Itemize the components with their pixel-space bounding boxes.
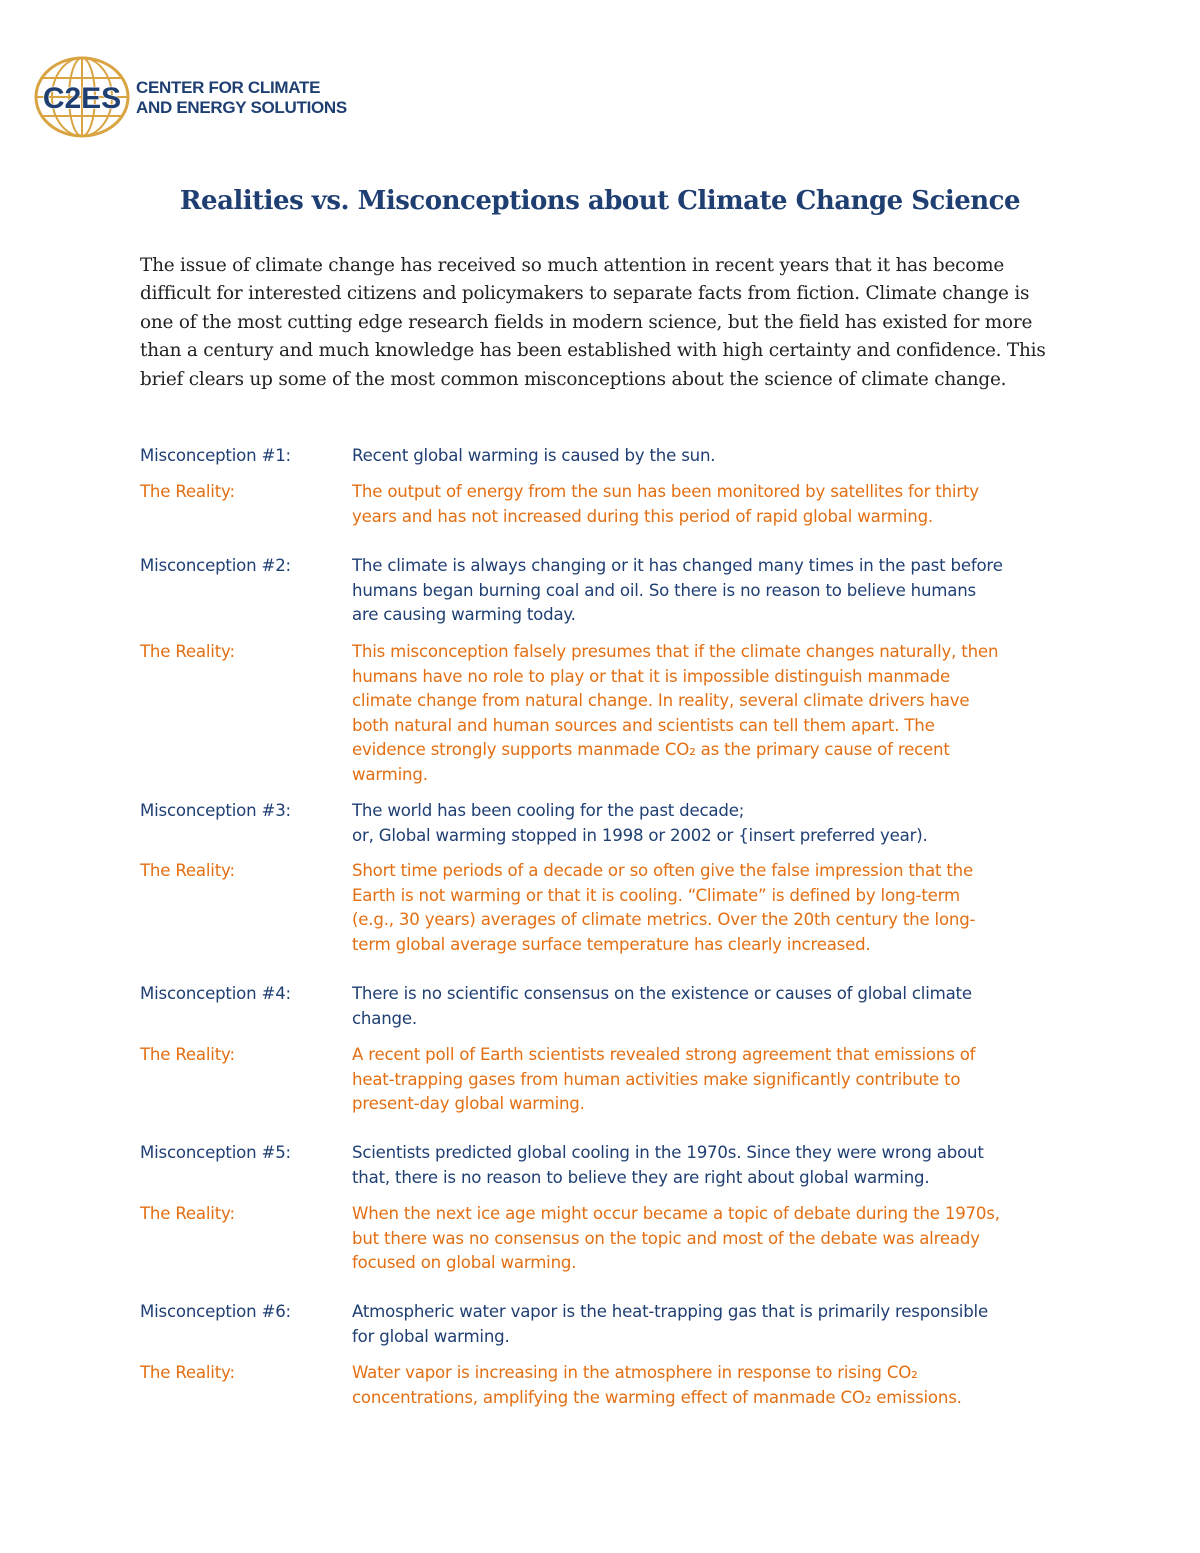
logo-line-1: CENTER FOR CLIMATE (136, 78, 321, 97)
reality-label: The Reality: (140, 642, 235, 661)
reality-text (352, 1043, 1067, 1117)
page-title: Realities vs. Misconceptions about Climate Change Science (179, 186, 1021, 216)
misconception-label: Misconception #3: (140, 801, 291, 820)
misconception-label: Misconception #4: (140, 984, 291, 1003)
misconception-text-line: for global warming. (352, 1326, 510, 1346)
reality-text-line: both natural and human sources and scientists can tell them apart. The (352, 715, 935, 735)
reality-text-line: Short time periods of a decade or so often give the false impression that the (352, 861, 973, 880)
misconception-text-line: Recent global warming is caused by the sun. (352, 446, 716, 465)
misconception-text (352, 1300, 1067, 1349)
misconception-label: Misconception #2: (140, 556, 291, 575)
reality-text-line: but there was no consensus on the topic and most of the debate was already (352, 1228, 980, 1248)
misconception-text (352, 982, 1067, 1031)
reality-text-line: years and has not increased during this period of rapid global warming. (352, 506, 933, 526)
reality-text (352, 859, 1067, 957)
reality-label: The Reality: (140, 1045, 235, 1064)
reality-text-line: (e.g., 30 years) averages of climate metrics. Over the 20th century the long- (352, 910, 976, 930)
misconception-text-line: Scientists predicted global cooling in the 1970s. Since they were wrong about (352, 1143, 984, 1162)
misconception-text-line: The world has been cooling for the past decade; (352, 801, 745, 820)
logo-wordmark (136, 78, 347, 118)
reality-text-line: warming. (352, 764, 428, 784)
logo-mark: C2ES (42, 82, 122, 115)
reality-text-line: heat-trapping gases from human activities make significantly contribute to (352, 1069, 961, 1089)
reality-label: The Reality: (140, 482, 235, 501)
globe-logo-icon (32, 56, 132, 138)
misconception-text-line: Atmospheric water vapor is the heat-trapping gas that is primarily responsible (352, 1302, 988, 1321)
reality-text-line: humans have no role to play or that it is impossible distinguish manmade (352, 666, 950, 686)
misconception-text (352, 554, 1067, 628)
misconception-text-line: The climate is always changing or it has changed many times in the past before (352, 556, 1003, 575)
misconception-text-line: change. (352, 1008, 417, 1028)
reality-text-line: A recent poll of Earth scientists revealed strong agreement that emissions of (352, 1045, 976, 1064)
reality-text (352, 1361, 1067, 1410)
reality-text-line: focused on global warming. (352, 1253, 577, 1273)
misconception-text-line: There is no scientific consensus on the existence or causes of global climate (352, 984, 972, 1003)
reality-text-line: present-day global warming. (352, 1094, 585, 1114)
reality-text (352, 1202, 1067, 1276)
reality-text-line: This misconception falsely presumes that if the climate changes naturally, then (352, 642, 999, 661)
reality-text (352, 640, 1067, 788)
misconception-text-line: humans began burning coal and oil. So there is no reason to believe humans (352, 580, 976, 600)
reality-text-line: climate change from natural change. In reality, several climate drivers have (352, 691, 970, 711)
logo-line-2: AND ENERGY SOLUTIONS (136, 98, 347, 117)
misconception-text (352, 444, 1067, 469)
intro-paragraph: The issue of climate change has received so much attention in recent years that it has become difficult for interested citizens and policymakers to separate facts from fiction. Climate change is one of the most cutting edge research fields in modern science, but the field has existed for more than a century and much knowledge has been established with high certainty and confidence. This brief clears up some of the most common misconceptions about the science of climate change. (140, 255, 1046, 390)
reality-text-line: When the next ice age might occur became a topic of debate during the 1970s, (352, 1204, 1000, 1223)
reality-text-line: evidence strongly supports manmade CO₂ as the primary cause of recent (352, 740, 950, 760)
misconception-text-line: are causing warming today. (352, 605, 576, 625)
misconception-label: Misconception #5: (140, 1143, 291, 1162)
misconception-text-line: that, there is no reason to believe they are right about global warming. (352, 1167, 930, 1187)
misconception-label: Misconception #1: (140, 446, 291, 465)
reality-text-line: Earth is not warming or that it is cooling. “Climate” is defined by long-term (352, 885, 960, 905)
c2es-logo (32, 56, 362, 138)
reality-label: The Reality: (140, 1204, 235, 1223)
reality-label: The Reality: (140, 861, 235, 880)
misconception-text-line: or, Global warming stopped in 1998 or 2002 or {insert preferred year). (352, 825, 928, 845)
reality-text-line: Water vapor is increasing in the atmosphere in response to rising CO₂ (352, 1363, 918, 1382)
reality-text-line: term global average surface temperature has clearly increased. (352, 934, 871, 954)
misconception-text (352, 1141, 1067, 1190)
misconception-text (352, 799, 1067, 848)
reality-text-line: The output of energy from the sun has been monitored by satellites for thirty (352, 482, 979, 501)
misconception-label: Misconception #6: (140, 1302, 291, 1321)
reality-text-line: concentrations, amplifying the warming effect of manmade CO₂ emissions. (352, 1387, 962, 1407)
reality-label: The Reality: (140, 1363, 235, 1382)
reality-text (352, 480, 1067, 529)
